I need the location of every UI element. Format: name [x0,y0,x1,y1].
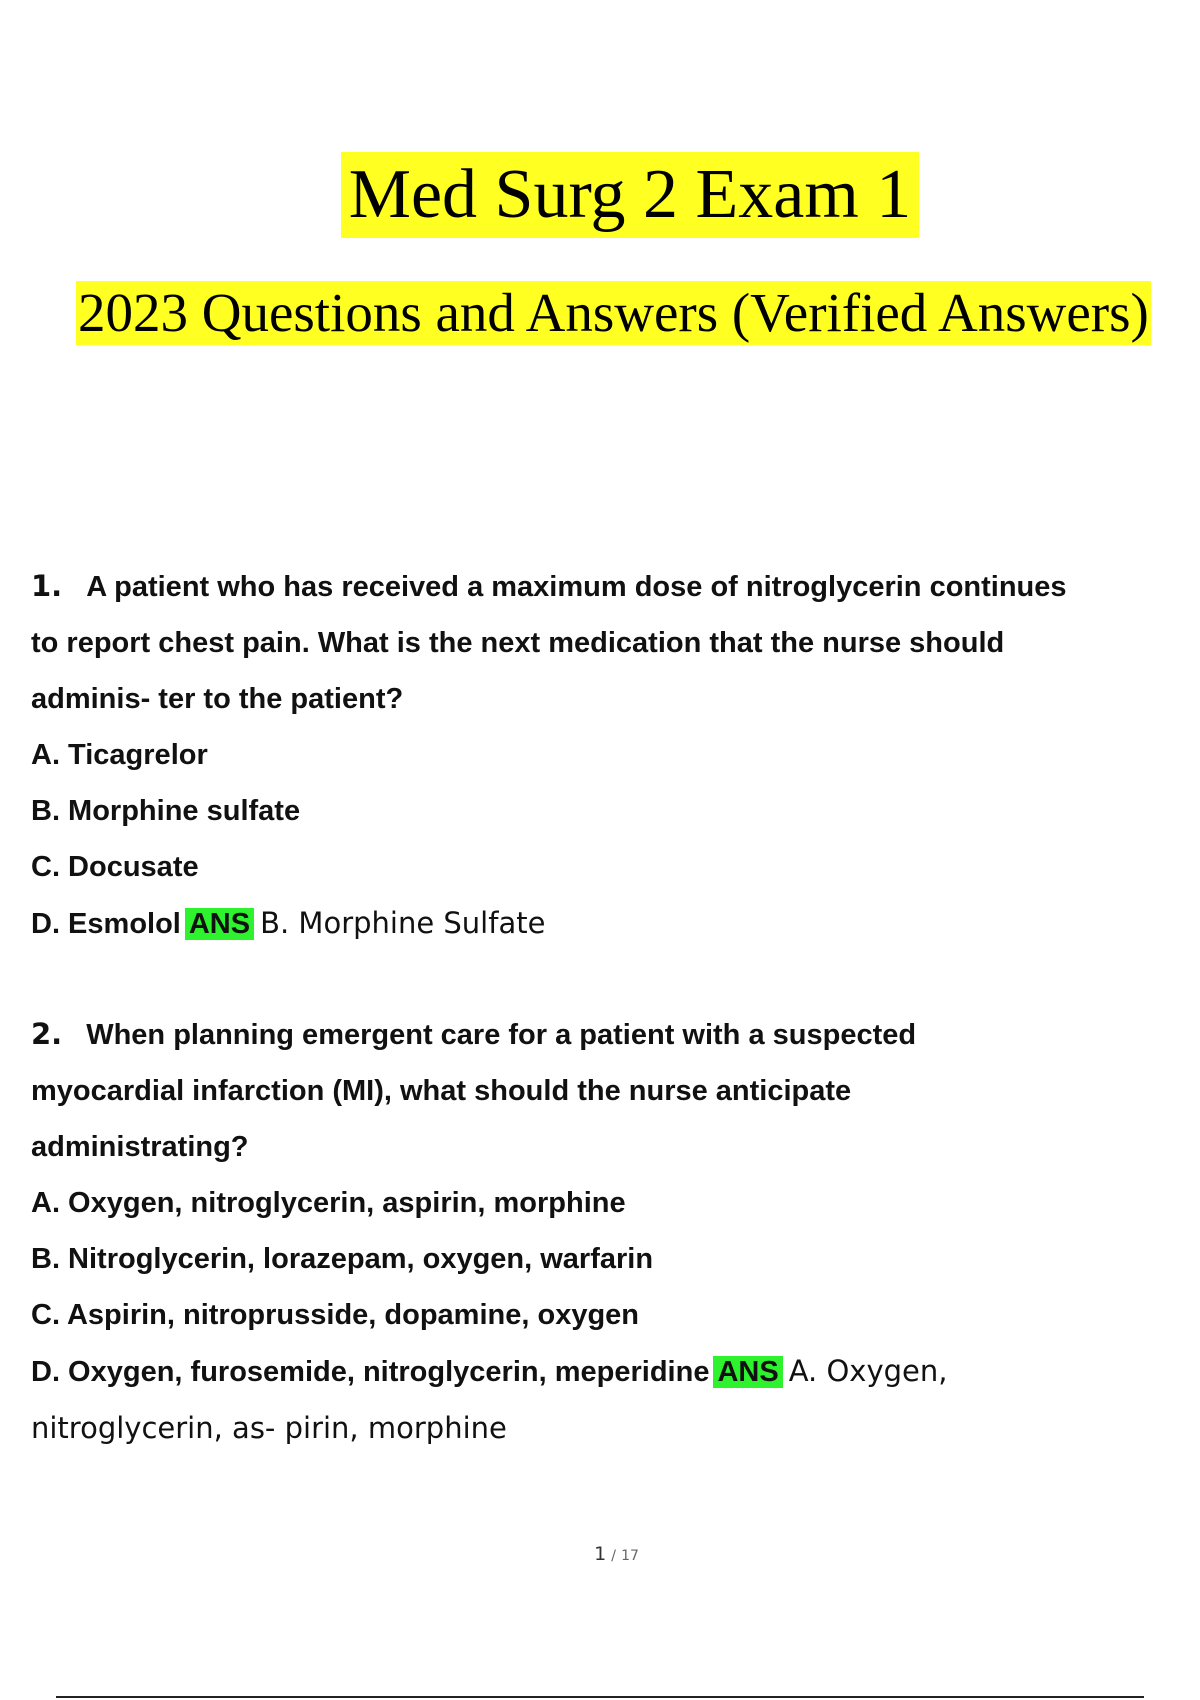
option-c: C. Aspirin, nitroprusside, dopamine, oxygen [31,1299,640,1331]
question-number: 2. [31,1017,63,1051]
option-d-with-answer [31,895,1181,952]
answer-text: A. Oxygen, [788,1354,948,1388]
document-subtitle: 2023 Questions and Answers (Verified Answers) [78,282,1149,343]
question-stem-line: myocardial infarction (MI), what should the nurse anticipate [31,1075,852,1107]
option-d-with-answer [31,1343,1181,1400]
footer-divider [56,1696,1144,1698]
question-number: 1. [31,569,63,603]
title-block [0,152,1200,238]
option-d: D. Oxygen, furosemide, nitroglycerin, meperidine [31,1356,710,1388]
document-title: Med Surg 2 Exam 1 [341,152,920,238]
question-stem-line: to report chest pain. What is the next medication that the nurse should [31,627,1005,659]
option-c: C. Docusate [31,851,199,883]
page-indicator [0,1543,1200,1565]
question-stem-line [31,558,1181,615]
option-b: B. Morphine sulfate [31,795,301,827]
option-b: B. Nitroglycerin, lorazepam, oxygen, warfarin [31,1243,654,1275]
option-a: A. Oxygen, nitroglycerin, aspirin, morphine [31,1187,626,1219]
answer-continuation: nitroglycerin, as- pirin, morphine [31,1411,507,1445]
ans-label: ANS [713,1356,782,1388]
ans-label: ANS [185,908,254,940]
question-text: A patient who has received a maximum dose of nitroglycerin continues [86,571,1067,603]
page-separator: / [611,1548,616,1564]
question-2 [31,1006,1181,1456]
question-stem-line: administrating? [31,1131,249,1163]
question-text: When planning emergent care for a patient with a suspected [86,1019,917,1051]
question-stem-line: adminis- ter to the patient? [31,683,404,715]
question-1 [31,558,1181,952]
answer-text: B. Morphine Sulfate [260,906,546,940]
question-stem-line [31,1006,1181,1063]
subtitle-block [76,281,1151,345]
option-a: A. Ticagrelor [31,739,208,771]
option-d: D. Esmolol [31,908,181,940]
total-pages: 17 [621,1548,639,1564]
current-page: 1 [594,1543,607,1565]
